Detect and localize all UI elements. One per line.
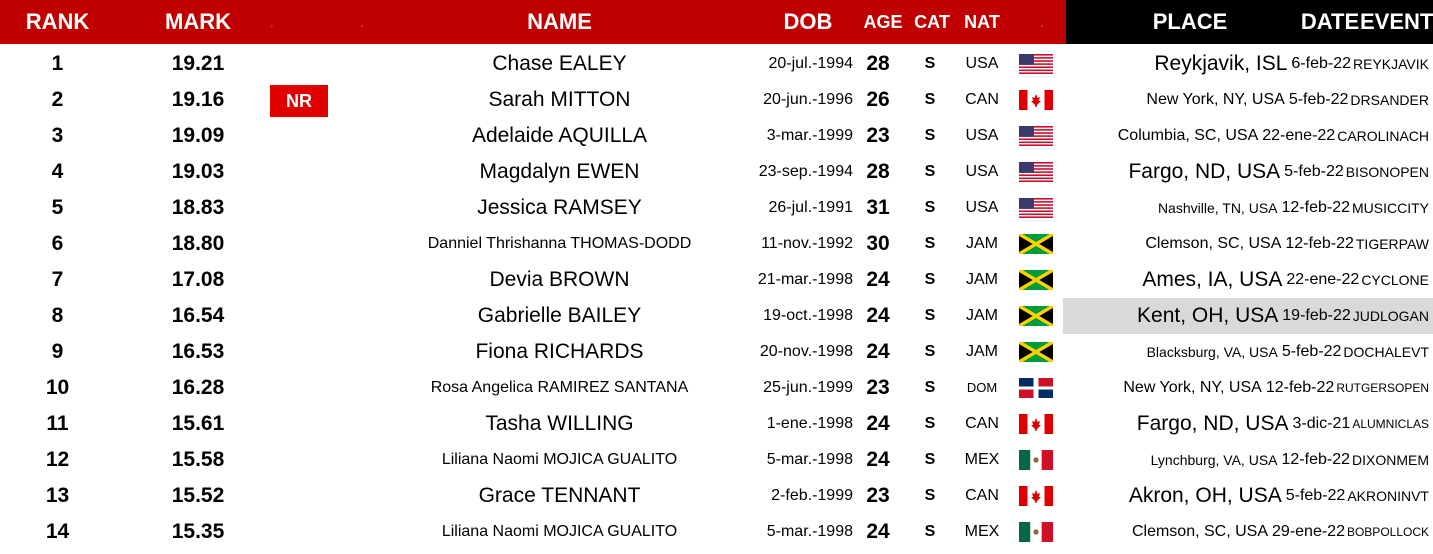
mark-cell: 19.16 bbox=[171, 88, 225, 111]
header-blank-1: . bbox=[270, 14, 274, 30]
athlete-name: Liliana Naomi MOJICA GUALITO bbox=[441, 523, 678, 540]
event-cell: MUSICCITY bbox=[1352, 200, 1429, 216]
category-cell: S bbox=[924, 127, 936, 144]
dob-cell: 26-jul.-1991 bbox=[768, 199, 853, 216]
dob-cell: 5-mar.-1998 bbox=[766, 523, 853, 540]
rank-cell: 9 bbox=[51, 340, 64, 363]
category-cell: S bbox=[924, 199, 936, 216]
table-row bbox=[0, 262, 1433, 298]
header-cat: CAT bbox=[914, 12, 950, 32]
nationality-cell: MEX bbox=[964, 451, 1000, 468]
nationality-cell: USA bbox=[965, 199, 999, 216]
header-date: DATE bbox=[1300, 9, 1360, 34]
category-cell: S bbox=[924, 55, 936, 72]
event-cell: DIXONMEM bbox=[1352, 452, 1429, 468]
event-cell: REYKJAVIK bbox=[1353, 56, 1429, 72]
rank-cell: 12 bbox=[45, 448, 70, 471]
header-name: NAME bbox=[527, 9, 592, 34]
dob-cell: 11-nov.-1992 bbox=[761, 235, 853, 252]
place-cell: Clemson, SC, USA bbox=[1145, 235, 1282, 252]
nationality-cell: CAN bbox=[965, 91, 999, 108]
athlete-name: Magdalyn EWEN bbox=[479, 160, 640, 183]
place-cell: Clemson, SC, USA bbox=[1131, 523, 1269, 540]
date-cell: 12-feb-22 bbox=[1285, 235, 1354, 252]
dominican-flag-icon bbox=[1019, 378, 1053, 398]
mark-cell: 19.21 bbox=[171, 52, 225, 75]
date-event-cell bbox=[1282, 442, 1433, 478]
table-row bbox=[0, 514, 1433, 550]
category-cell: S bbox=[924, 235, 936, 252]
record-badge: NR bbox=[270, 85, 328, 117]
nationality-cell: JAM bbox=[966, 343, 998, 360]
dob-cell: 2-feb.-1999 bbox=[771, 487, 853, 504]
dob-cell: 20-jul.-1994 bbox=[768, 55, 853, 72]
canada-flag-icon bbox=[1019, 486, 1053, 506]
age-cell: 23 bbox=[866, 124, 890, 147]
rank-cell: 13 bbox=[45, 484, 70, 507]
age-cell: 24 bbox=[866, 340, 890, 363]
date-cell: 19-feb-22 bbox=[1282, 307, 1351, 324]
date-event-cell bbox=[1286, 262, 1433, 298]
age-cell: 24 bbox=[866, 412, 890, 435]
mark-cell: 18.83 bbox=[171, 196, 225, 219]
date-cell: 12-feb-22 bbox=[1265, 379, 1335, 396]
place-cell: Fargo, ND, USA bbox=[1136, 412, 1289, 435]
nationality-cell: JAM bbox=[966, 307, 998, 324]
dob-cell: 25-jun.-1999 bbox=[763, 379, 853, 396]
date-cell: 5-feb-22 bbox=[1284, 163, 1344, 180]
event-cell: JUDLOGAN bbox=[1352, 308, 1429, 324]
category-cell: S bbox=[924, 451, 936, 468]
event-cell: ALUMNICLAS bbox=[1352, 417, 1429, 431]
header-blank-2: . bbox=[360, 14, 364, 30]
date-cell: 12-feb-22 bbox=[1281, 451, 1350, 468]
mark-cell: 15.61 bbox=[171, 412, 225, 435]
date-cell: 6-feb-22 bbox=[1291, 55, 1351, 72]
date-event-cell bbox=[1293, 406, 1433, 442]
table-row bbox=[0, 406, 1433, 442]
nationality-cell: USA bbox=[965, 127, 999, 144]
category-cell: S bbox=[924, 163, 936, 180]
header-event: EVENT bbox=[1360, 9, 1433, 34]
age-cell: 30 bbox=[866, 232, 890, 255]
header-rank: RANK bbox=[25, 9, 90, 34]
dob-cell: 3-mar.-1999 bbox=[766, 127, 853, 144]
jamaica-flag-icon bbox=[1019, 306, 1053, 326]
nationality-cell: USA bbox=[965, 55, 999, 72]
rank-cell: 4 bbox=[51, 160, 64, 183]
mark-cell: 15.58 bbox=[171, 448, 225, 471]
header-age: AGE bbox=[863, 12, 903, 32]
place-cell: Fargo, ND, USA bbox=[1128, 160, 1281, 183]
category-cell: S bbox=[924, 271, 936, 288]
table-row bbox=[0, 298, 1433, 334]
dob-cell: 20-jun.-1996 bbox=[763, 91, 853, 108]
age-cell: 24 bbox=[866, 448, 890, 471]
header-blank-3: . bbox=[1040, 14, 1044, 30]
mark-cell: 16.54 bbox=[171, 304, 225, 327]
mark-cell: 17.08 bbox=[171, 268, 225, 291]
rank-cell: 14 bbox=[45, 520, 70, 543]
place-cell: New York, NY, USA bbox=[1146, 91, 1285, 108]
place-cell: Columbia, SC, USA bbox=[1117, 127, 1259, 144]
dob-cell: 1-ene.-1998 bbox=[766, 415, 853, 432]
category-cell: S bbox=[924, 415, 936, 432]
event-cell: CYCLONE bbox=[1361, 272, 1429, 288]
athlete-name: Grace TENNANT bbox=[478, 484, 641, 507]
rank-cell: 5 bbox=[51, 196, 64, 219]
age-cell: 24 bbox=[866, 520, 890, 543]
date-event-cell bbox=[1291, 46, 1433, 82]
canada-flag-icon bbox=[1019, 414, 1053, 434]
rank-cell: 11 bbox=[46, 412, 69, 435]
age-cell: 26 bbox=[866, 88, 890, 111]
usa-flag-icon bbox=[1019, 126, 1053, 146]
place-cell: Lynchburg, VA, USA bbox=[1150, 452, 1278, 468]
table-row bbox=[0, 370, 1433, 406]
event-cell: BOBPOLLOCK bbox=[1346, 525, 1429, 539]
category-cell: S bbox=[924, 487, 936, 504]
athlete-name: Fiona RICHARDS bbox=[475, 340, 644, 363]
rank-cell: 1 bbox=[51, 52, 64, 75]
table-row bbox=[0, 118, 1433, 154]
rank-cell: 3 bbox=[51, 124, 64, 147]
date-cell: 22-ene-22 bbox=[1262, 127, 1336, 144]
usa-flag-icon bbox=[1019, 54, 1053, 74]
mark-cell: 19.03 bbox=[171, 160, 225, 183]
table-row bbox=[0, 334, 1433, 370]
usa-flag-icon bbox=[1019, 198, 1053, 218]
mexico-flag-icon bbox=[1019, 450, 1053, 470]
mexico-flag-icon bbox=[1019, 522, 1053, 542]
rank-cell: 10 bbox=[45, 376, 70, 399]
header-nat: NAT bbox=[964, 12, 1000, 32]
table-header bbox=[0, 0, 1433, 44]
date-event-cell bbox=[1266, 370, 1433, 406]
athlete-name: Danniel Thrishanna THOMAS-DODD bbox=[427, 235, 692, 252]
athlete-name: Adelaide AQUILLA bbox=[471, 124, 648, 147]
date-cell: 12-feb-22 bbox=[1281, 199, 1350, 216]
age-cell: 23 bbox=[866, 376, 890, 399]
category-cell: S bbox=[924, 91, 936, 108]
rank-cell: 2 bbox=[51, 88, 64, 111]
table-row bbox=[0, 442, 1433, 478]
rank-cell: 6 bbox=[51, 232, 64, 255]
canada-flag-icon bbox=[1019, 90, 1053, 110]
header-mark: MARK bbox=[165, 9, 231, 34]
date-cell: 5-feb-22 bbox=[1281, 343, 1342, 360]
category-cell: S bbox=[924, 343, 936, 360]
place-cell: Nashville, TN, USA bbox=[1157, 200, 1278, 216]
dob-cell: 20-nov.-1998 bbox=[759, 343, 853, 360]
table-row bbox=[0, 82, 1433, 118]
age-cell: 23 bbox=[866, 484, 890, 507]
usa-flag-icon bbox=[1019, 162, 1053, 182]
mark-cell: 15.35 bbox=[171, 520, 225, 543]
age-cell: 28 bbox=[866, 160, 890, 183]
date-cell: 29-ene-22 bbox=[1272, 523, 1345, 540]
athlete-name: Jessica RAMSEY bbox=[477, 196, 642, 219]
place-cell: Reykjavik, ISL bbox=[1154, 52, 1288, 75]
athlete-name: Sarah MITTON bbox=[488, 88, 631, 111]
mark-cell: 18.80 bbox=[171, 232, 225, 255]
age-cell: 24 bbox=[866, 304, 890, 327]
dob-cell: 19-oct.-1998 bbox=[763, 307, 853, 324]
table-row bbox=[0, 226, 1433, 262]
date-event-cell bbox=[1282, 298, 1433, 334]
age-cell: 31 bbox=[866, 196, 890, 219]
table-row bbox=[0, 46, 1433, 82]
table-row bbox=[0, 478, 1433, 514]
dob-cell: 21-mar.-1998 bbox=[757, 271, 853, 288]
jamaica-flag-icon bbox=[1019, 342, 1053, 362]
event-cell: AKRONINVT bbox=[1347, 488, 1429, 504]
category-cell: S bbox=[924, 523, 936, 540]
dob-cell: 5-mar.-1998 bbox=[766, 451, 853, 468]
table-row bbox=[0, 154, 1433, 190]
place-cell: Blacksburg, VA, USA bbox=[1146, 344, 1278, 360]
athlete-name: Chase EALEY bbox=[492, 52, 627, 75]
event-cell: CAROLINACH bbox=[1337, 128, 1429, 144]
age-cell: 28 bbox=[866, 52, 890, 75]
nationality-cell: CAN bbox=[965, 487, 999, 504]
date-event-cell bbox=[1262, 118, 1433, 154]
age-cell: 24 bbox=[866, 268, 890, 291]
athlete-name: Rosa Angelica RAMIREZ SANTANA bbox=[430, 379, 689, 396]
athlete-name: Devia BROWN bbox=[489, 268, 630, 291]
category-cell: S bbox=[924, 379, 936, 396]
date-event-cell bbox=[1282, 334, 1433, 370]
rank-cell: 7 bbox=[51, 268, 64, 291]
event-cell: TIGERPAW bbox=[1355, 236, 1429, 252]
nationality-cell: USA bbox=[965, 163, 999, 180]
nationality-cell: CAN bbox=[965, 415, 999, 432]
event-cell: DOCHALEVT bbox=[1343, 344, 1429, 360]
date-event-cell bbox=[1286, 478, 1433, 514]
nationality-cell: MEX bbox=[964, 523, 1000, 540]
header-place: PLACE bbox=[1152, 9, 1228, 34]
nationality-cell: JAM bbox=[966, 271, 998, 288]
date-event-cell bbox=[1284, 154, 1433, 190]
nationality-cell: DOM bbox=[966, 380, 998, 395]
event-cell: BISONOPEN bbox=[1345, 164, 1429, 180]
dob-cell: 23-sep.-1994 bbox=[758, 163, 853, 180]
table-row bbox=[0, 190, 1433, 226]
date-cell: 5-feb-22 bbox=[1288, 91, 1349, 108]
rank-cell: 8 bbox=[51, 304, 64, 327]
place-cell: New York, NY, USA bbox=[1123, 379, 1262, 396]
place-cell: Ames, IA, USA bbox=[1142, 268, 1283, 291]
header-dob: DOB bbox=[783, 9, 833, 34]
event-cell: RUTGERSOPEN bbox=[1336, 381, 1429, 395]
mark-cell: 16.28 bbox=[171, 376, 225, 399]
mark-cell: 16.53 bbox=[171, 340, 225, 363]
date-event-cell bbox=[1289, 82, 1433, 118]
place-cell: Kent, OH, USA bbox=[1137, 304, 1279, 327]
athlete-name: Tasha WILLING bbox=[485, 412, 634, 435]
place-cell: Akron, OH, USA bbox=[1128, 484, 1282, 507]
athlete-name: Liliana Naomi MOJICA GUALITO bbox=[441, 451, 678, 468]
date-cell: 5-feb-22 bbox=[1285, 487, 1346, 504]
event-cell: DRSANDER bbox=[1350, 92, 1429, 108]
date-cell: 3-dic-21 bbox=[1292, 415, 1351, 432]
date-event-cell bbox=[1282, 190, 1433, 226]
category-cell: S bbox=[924, 307, 936, 324]
nationality-cell: JAM bbox=[966, 235, 998, 252]
mark-cell: 15.52 bbox=[171, 484, 225, 507]
date-event-cell bbox=[1272, 514, 1433, 550]
date-event-cell bbox=[1285, 226, 1433, 262]
athlete-name: Gabrielle BAILEY bbox=[477, 304, 642, 327]
jamaica-flag-icon bbox=[1019, 234, 1053, 254]
jamaica-flag-icon bbox=[1019, 270, 1053, 290]
date-cell: 22-ene-22 bbox=[1286, 271, 1360, 288]
mark-cell: 19.09 bbox=[171, 124, 225, 147]
